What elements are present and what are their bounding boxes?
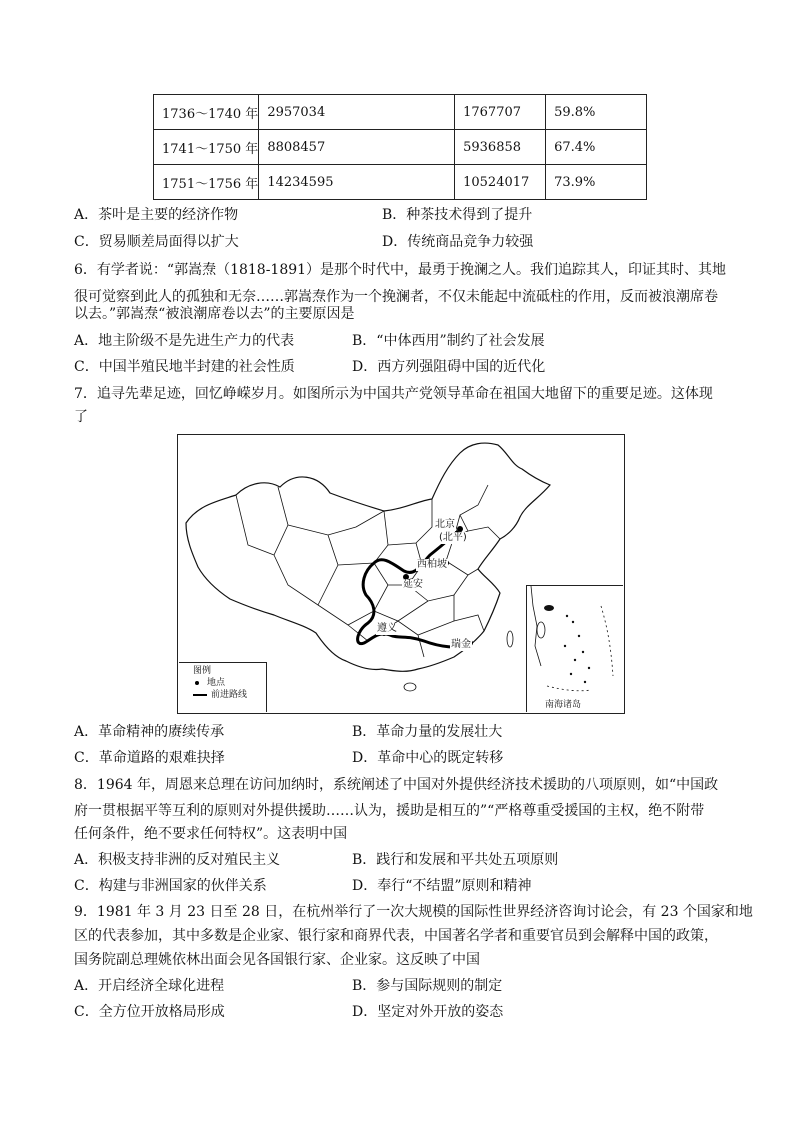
q8-stem-line: 任何条件，绝不要求任何特权”。这表明中国 (74, 826, 348, 842)
q7-option-a[interactable]: A．革命精神的赓续传承 (74, 724, 225, 740)
table-row (154, 165, 647, 200)
table-row (154, 130, 647, 165)
q8-option-a[interactable]: A．积极支持非洲的反对殖民主义 (74, 852, 281, 868)
q8-stem-line: 府一贯根据平等互利的原则对外提供援助……认为，援助是相互的”“严格尊重受援国的主权，绝不附带 (74, 803, 705, 819)
table-cell: 8808457 (259, 130, 455, 165)
q5-option-b[interactable]: B．种茶技术得到了提升 (382, 207, 533, 223)
table-cell: 14234595 (259, 165, 455, 200)
q9-stem-line: 国务院副总理姚依林出面会见各国银行家、企业家。这反映了中国 (74, 952, 480, 968)
table-cell: 59.8% (546, 95, 647, 130)
q6-stem-line: 以去。”郭嵩焘“被浪潮席卷以去”的主要原因是 (74, 306, 355, 322)
legend-route-row (193, 689, 266, 701)
table-cell: 10524017 (455, 165, 546, 200)
place-beiping: (北平) (439, 532, 467, 543)
q9-stem-line: 区的代表参加，其中多数是企业家、银行家和商界代表，中国著名学者和重要官员到会解释中国的政策， (74, 928, 718, 944)
table-row (154, 95, 647, 130)
q6-option-a[interactable]: A．地主阶级不是先进生产力的代表 (74, 333, 295, 349)
q9-option-b[interactable]: B．参与国际规则的制定 (352, 978, 503, 994)
q7-stem-line: 7．追寻先辈足迹，回忆峥嵘岁月。如图所示为中国共产党领导革命在祖国大地留下的重要足迹。这体现 (74, 386, 713, 402)
q6-option-c[interactable]: C．中国半殖民地半封建的社会性质 (74, 359, 295, 375)
table-cell: 1741～1750 年 (154, 130, 259, 165)
table-cell: 67.4% (546, 130, 647, 165)
legend-point-row (193, 677, 266, 689)
q6-option-d[interactable]: D．西方列强阻碍中国的近代化 (352, 359, 546, 375)
route-symbol-icon (193, 694, 207, 696)
china-revolution-map (177, 434, 625, 714)
q6-stem-line: 很可觉察到此人的孤独和无奈……郭嵩焘作为一个挽澜者，不仅未能起中流砥柱的作用，反而被浪潮席卷 (74, 289, 718, 305)
table-cell: 73.9% (546, 165, 647, 200)
table-cell: 1767707 (455, 95, 546, 130)
q9-option-c[interactable]: C．全方位开放格局形成 (74, 1004, 225, 1020)
point-symbol-icon (195, 681, 199, 685)
legend-point-label: 地点 (207, 678, 226, 688)
inset-label: 南海诸岛 (545, 700, 582, 710)
place-xibaipo: 西柏坡 (417, 559, 447, 570)
place-beijing: 北京 (435, 519, 455, 530)
q6-stem-line: 6．有学者说：“郭嵩焘（1818-1891）是那个时代中，最勇于挽澜之人。我们追踪其人，印证其时、其地 (74, 262, 727, 278)
table-cell: 1751～1756 年 (154, 165, 259, 200)
place-zunyi: 遵义 (377, 623, 397, 634)
inset-islands (527, 586, 623, 712)
q8-stem-line: 8．1964 年，周恩来总理在访问加纳时，系统阐述了中国对外提供经济技术援助的八项原则，如“中国政 (74, 777, 719, 793)
south-china-sea-inset (526, 585, 623, 712)
q5-option-d[interactable]: D．传统商品竞争力较强 (382, 234, 534, 250)
place-yanan: 延安 (403, 579, 423, 590)
table-cell: 2957034 (259, 95, 455, 130)
q9-option-d[interactable]: D．坚定对外开放的姿态 (352, 1004, 504, 1020)
table-cell: 5936858 (455, 130, 546, 165)
q8-option-c[interactable]: C．构建与非洲国家的伙伴关系 (74, 878, 267, 894)
q7-option-b[interactable]: B．革命力量的发展壮大 (352, 724, 503, 740)
legend-route-label: 前进路线 (211, 690, 248, 700)
table-cell: 1736～1740 年 (154, 95, 259, 130)
q8-option-b[interactable]: B．践行和发展和平共处五项原则 (352, 852, 559, 868)
q6-option-b[interactable]: B．“中体西用”制约了社会发展 (352, 333, 545, 349)
q9-stem-line: 9．1981 年 3 月 23 日至 28 日，在杭州举行了一次大规模的国际性世界经济咨询讨论会，有 23 个国家和地 (74, 904, 753, 920)
q5-option-c[interactable]: C．贸易顺差局面得以扩大 (74, 234, 239, 250)
map-legend (179, 662, 267, 712)
q8-option-d[interactable]: D．奉行“不结盟”原则和精神 (352, 878, 532, 894)
q9-option-a[interactable]: A．开启经济全球化进程 (74, 978, 225, 994)
q7-option-c[interactable]: C．革命道路的艰难抉择 (74, 750, 225, 766)
q7-option-d[interactable]: D．革命中心的既定转移 (352, 750, 504, 766)
legend-title: 图例 (193, 666, 212, 676)
q7-stem-line: 了 (74, 409, 88, 425)
trade-data-table (153, 94, 647, 200)
q5-option-a[interactable]: A．茶叶是主要的经济作物 (74, 207, 239, 223)
place-ruijin: 瑞金 (451, 639, 471, 650)
